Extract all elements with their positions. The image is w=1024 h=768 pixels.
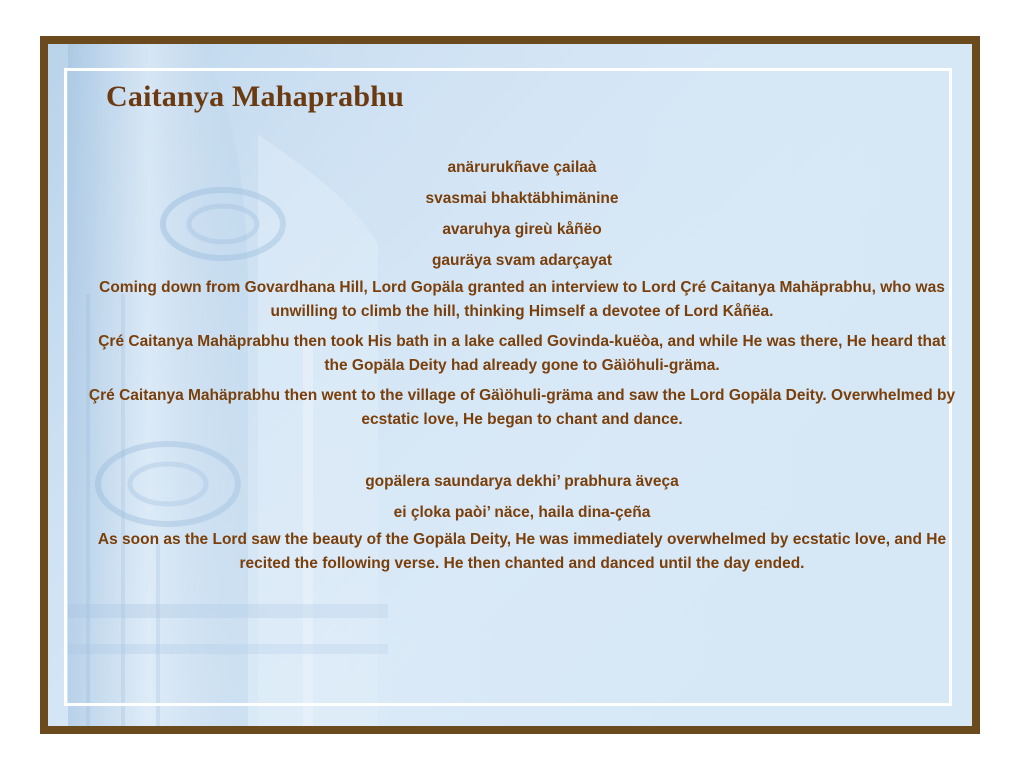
translation-paragraph: As soon as the Lord saw the beauty of the Gopäla Deity, He was immediately overwhelmed by ecstatic love, and He recited the following verse. He then chanted and danced until the day ended. (97, 531, 947, 572)
verse-line: svasmai bhaktäbhimänine (425, 190, 619, 207)
verse-line: anärurukñave çailaà (447, 159, 597, 176)
translation-paragraph: Çré Caitanya Mahäprabhu then went to the village of Gäìöhuli-gräma and saw the Lord Gopäla Deity. Overwhelmed by ecstatic love, He began to chant and dance. (88, 387, 956, 428)
verse-line: gopälera saundarya dekhi’ prabhura äveça (365, 473, 679, 490)
translation-paragraph: Coming down from Govardhana Hill, Lord Gopäla granted an interview to Lord Çré Caitanya Mahäprabhu, who was unwilling to climb the hill, thinking Himself a devotee of Lord Kåñëa. (99, 279, 945, 320)
verse-line: gauräya svam adarçayat (431, 252, 613, 269)
slide-title: Caitanya Mahaprabhu (106, 80, 405, 113)
verse-line: ei çloka paòi’ näce, haila dina-çeña (393, 504, 651, 521)
slide-body (88, 152, 956, 582)
translation-paragraph: Çré Caitanya Mahäprabhu then took His bath in a lake called Govinda-kuëòa, and while He was there, He heard that the Gopäla Deity had already gone to Gäìöhuli-gräma. (98, 333, 946, 374)
verse-line: avaruhya gireù kåñëo (442, 221, 602, 238)
section-spacer (88, 438, 956, 466)
